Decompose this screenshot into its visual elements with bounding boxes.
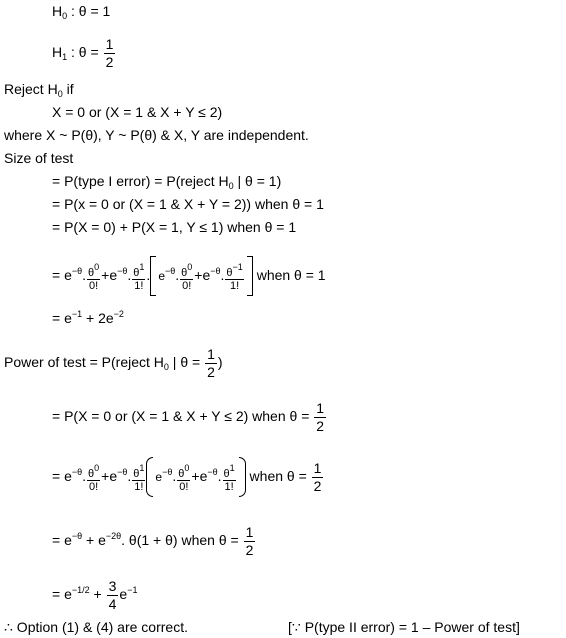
- hypothesis-h1: $H_1$ : θ = $\frac{1}{2}$: [52, 36, 114, 70]
- power-step-2: = $e^{-\theta}$. $\frac{\theta^0}{0!}$ $+e^{-\theta}$. $\frac{\theta^1}{1!}$ $e^{-\theta}$. $\frac{\theta^0}{0!}$ $+e^{-\theta}$. $\frac{\theta^1}{1!}$ when θ = $\frac{1}{2}$: [52, 452, 324, 497]
- fraction: $\frac{\theta^1}{1!}$: [223, 462, 235, 493]
- fraction: $\frac{\theta^{-1}}{1!}$: [226, 261, 243, 292]
- type-ii-note: [∵ P(type II error) = 1 – Power of test]: [288, 619, 520, 635]
- fraction: $\frac{\theta^1}{1!}$: [133, 462, 145, 493]
- size-heading: Size of test: [4, 150, 74, 166]
- fraction-half: $\frac{1}{2}$: [316, 400, 325, 434]
- fraction: $\frac{\theta^0}{0!}$: [178, 462, 190, 493]
- fraction: $\frac{\theta^0}{0!}$: [88, 261, 100, 292]
- fraction-half: $\frac{1}{2}$: [313, 459, 322, 494]
- fraction: $\frac{\theta^0}{0!}$: [88, 462, 100, 493]
- left-paren: [146, 457, 153, 497]
- because-symbol: ∵: [291, 619, 301, 635]
- where-clause: where X ~ P(θ), Y ~ P(θ) & X, Y are independent.: [4, 127, 309, 143]
- reject-rule-heading: Reject $H_0$ if: [4, 81, 74, 99]
- right-paren: [239, 457, 246, 497]
- power-heading: Power of test = P(reject $H_0$ | θ = $\frac{1}{2}$ ): [4, 346, 223, 380]
- fraction-half: $\frac{1}{2}$: [245, 524, 254, 558]
- size-step-4: = $e^{-\theta}$. $\frac{\theta^0}{0!}$ $+e^{-\theta}$. $\frac{\theta^1}{1!}$ . $e^{-\theta}$. $\frac{\theta^0}{0!}$ $+e^{-\theta}$. $\frac{\theta^{-1}}{1!}$ when θ = 1: [52, 251, 326, 296]
- fraction-half: $\frac{1}{2}$: [105, 36, 114, 70]
- size-step-1: = P(type I error) = P(reject $H_0$ | θ = 1): [52, 173, 282, 191]
- power-step-3: = $e^{-\theta} + e^{-2\theta}$. θ(1 + θ) when θ = $\frac{1}{2}$: [52, 524, 254, 558]
- fraction: $\frac{\theta^0}{0!}$: [181, 261, 193, 292]
- hypothesis-h0: $H_0$ : θ = 1: [52, 3, 111, 21]
- reject-condition: X = 0 or (X = 1 & X + Y ≤ 2): [52, 104, 223, 120]
- therefore-symbol: ∴: [4, 619, 13, 635]
- fraction-three-quarters: $\frac{3}{4}$: [108, 578, 117, 612]
- size-result: = $e^{-1} + 2e^{-2}$: [52, 309, 124, 326]
- conclusion: ∴ Option (1) & (4) are correct.: [4, 619, 188, 635]
- size-step-2: = P(x = 0 or (X = 1 & X + Y = 2)) when θ = 1: [52, 196, 324, 212]
- power-result: = $e^{-1/2}$ + $\frac{3}{4}$ $e^{-1}$: [52, 578, 138, 612]
- left-bracket: [150, 256, 156, 296]
- size-step-3: = P(X = 0) + P(X = 1, Y ≤ 1) when θ = 1: [52, 219, 297, 235]
- fraction-half: $\frac{1}{2}$: [207, 346, 215, 380]
- fraction: $\frac{\theta^1}{1!}$: [133, 261, 145, 292]
- power-step-1: = P(X = 0 or (X = 1 & X + Y ≤ 2) when θ = $\frac{1}{2}$: [52, 400, 325, 434]
